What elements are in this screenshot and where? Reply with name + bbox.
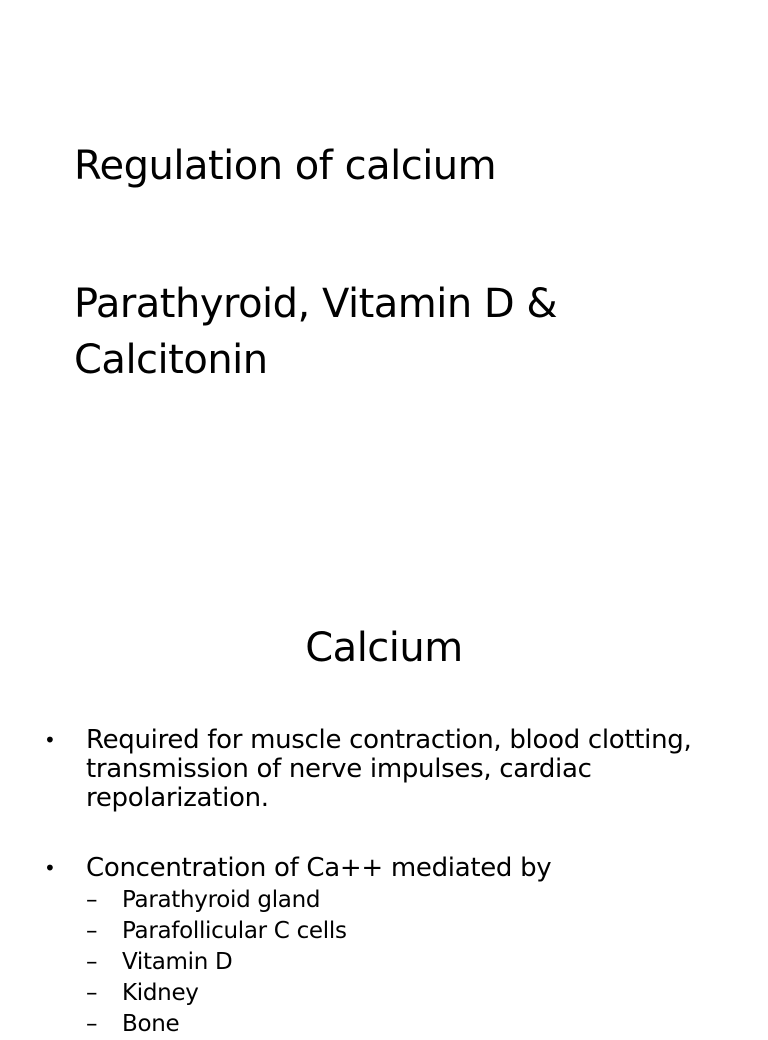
content-slide xyxy=(0,576,768,1037)
sub-bullet-text: Parathyroid gland xyxy=(122,887,321,913)
slide-subtitle-line: Calcitonin xyxy=(74,337,268,383)
sub-bullet-marker: – xyxy=(86,887,98,913)
sub-bullet-marker: – xyxy=(86,949,98,975)
sub-bullet-text: Kidney xyxy=(122,980,199,1006)
bullet-marker: • xyxy=(44,856,56,880)
sub-bullet-marker: – xyxy=(86,918,98,944)
sub-bullet-text: Parafollicular C cells xyxy=(122,918,347,944)
bullet-marker: • xyxy=(44,728,56,752)
bullet-text: Concentration of Ca++ mediated by xyxy=(86,853,552,883)
slide-title-line: Regulation of calcium xyxy=(74,143,497,189)
sub-bullet-text: Bone xyxy=(122,1011,180,1037)
sub-bullet-marker: – xyxy=(86,1011,98,1037)
slide-title: Calcium xyxy=(305,625,463,671)
sub-bullet-marker: – xyxy=(86,980,98,1006)
bullet-text: Required for muscle contraction, blood clotting, transmission of nerve impulses, cardiac repolarization. xyxy=(86,725,692,813)
sub-bullet-text: Vitamin D xyxy=(122,949,233,975)
slide-subtitle-line: Parathyroid, Vitamin D & xyxy=(74,281,558,327)
